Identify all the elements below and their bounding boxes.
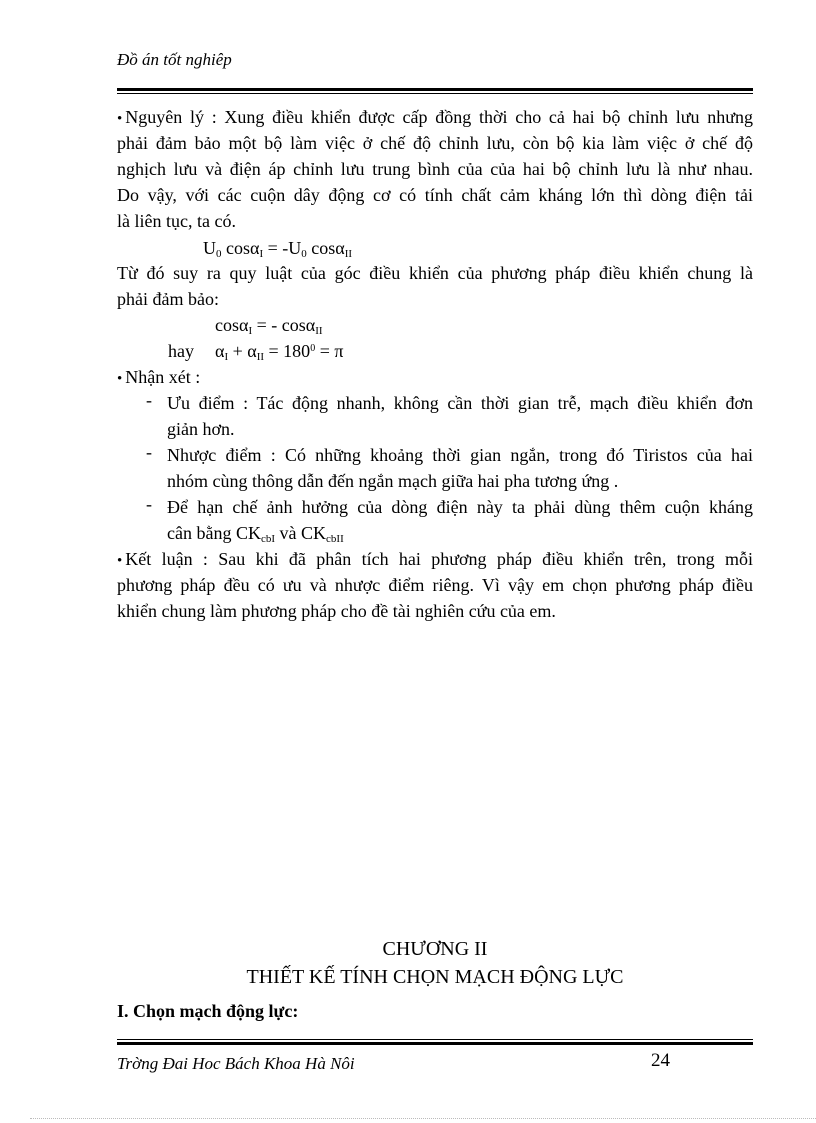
remark-1-line-1: Ưu điểm : Tác động nhanh, không cần thời gian trễ, mạch điều khiển đơn	[167, 393, 753, 413]
principle-line-4: Do vậy, với các cuộn dây động cơ có tính chất cảm kháng lớn thì dòng điện tải	[117, 185, 753, 205]
section-heading: I. Chọn mạch động lực:	[117, 1001, 299, 1021]
conclusion-line-3: khiển chung làm phương pháp cho đề tài nghiên cứu của em.	[117, 601, 556, 621]
chapter-number: CHƯƠNG II	[382, 938, 488, 960]
principle-line-1: • Nguyên lý : Xung điều khiển được cấp đồng thời cho cả hai bộ chỉnh lưu nhưng	[117, 107, 753, 127]
remark-2-dash: -	[146, 442, 152, 462]
remark-2-line-2: nhóm cùng thông dẫn đến ngắn mạch giữa hai pha tương ứng .	[167, 471, 619, 491]
footer-rule-thick	[117, 1042, 753, 1045]
conclusion-line-1: • Kết luận : Sau khi đã phân tích hai phương pháp điều khiển trên, trong mỗi	[117, 549, 753, 569]
equation-3: $\alpha_I + \alpha_{II} = 180^0 = \pi$	[215, 341, 344, 363]
principle-line-2: phải đảm bảo một bộ làm việc ở chế độ chỉnh lưu, còn bộ kia làm việc ở chế độ	[117, 133, 753, 153]
principle-line-3: nghịch lưu và điện áp chỉnh lưu trung bình của của hai bộ chỉnh lưu là như nhau.	[117, 159, 753, 179]
remark-1-line-2: giản hơn.	[167, 419, 235, 439]
remarks-heading: • Nhận xét :	[117, 367, 201, 387]
running-header: Đồ án tốt nghiêp	[117, 50, 232, 69]
page-number: 24	[651, 1050, 670, 1071]
remark-2-line-1: Nhược điểm : Có những khoảng thời gian ngắn, trong đó Tiristos của hai	[167, 445, 753, 465]
equation-2: cosα$_I$ = - cosα$_{II}$	[215, 315, 323, 337]
derive-line-2: phải đảm bảo:	[117, 289, 219, 309]
principle-line-5: là liên tục, ta có.	[117, 211, 236, 231]
remark-1-dash: -	[146, 390, 152, 410]
page-edge-dotted-line	[30, 1118, 816, 1119]
header-rule-thin	[117, 93, 753, 94]
footer-institution: Trờng Đai Hoc Bách Khoa Hà Nôi	[117, 1054, 355, 1073]
remark-3-dash: -	[146, 494, 152, 514]
derive-line-1: Từ đó suy ra quy luật của góc điều khiển của phương pháp điều khiển chung là	[117, 263, 753, 283]
equation-1: $U_0$ $\cos\alpha_I = -U_0$ cosα$_{II}$	[203, 238, 353, 260]
equation-3-hay: hay	[168, 341, 194, 361]
header-rule-thick	[117, 88, 753, 91]
remark-3-line-1: Để hạn chế ảnh hưởng của dòng điện này ta phải dùng thêm cuộn kháng	[167, 497, 753, 517]
remark-3-line-2: cân bằng $CK_{cbI}$ và $CK_{cbII}$	[167, 523, 344, 545]
footer-rule-thin	[117, 1039, 753, 1040]
chapter-title: THIẾT KẾ TÍNH CHỌN MẠCH ĐỘNG LỰC	[246, 966, 624, 988]
conclusion-line-2: phương pháp đều có ưu và nhược điểm riêng. Vì vậy em chọn phương pháp điều	[117, 575, 753, 595]
